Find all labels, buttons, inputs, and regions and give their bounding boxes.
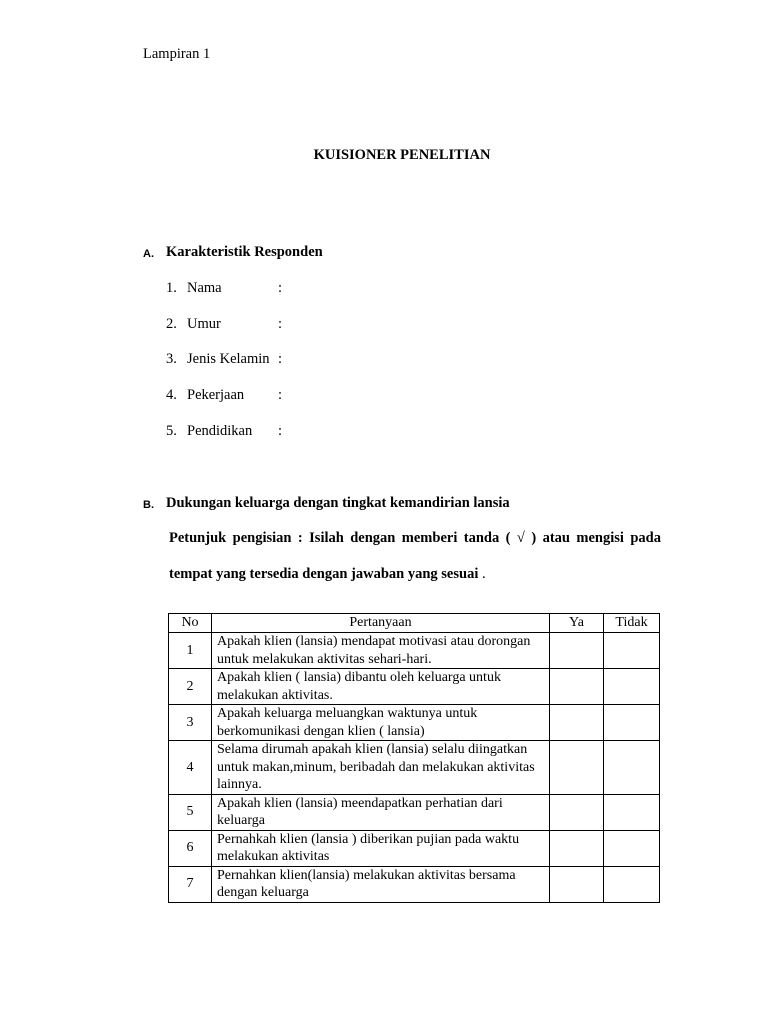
answer-yes-cell[interactable] xyxy=(550,669,604,705)
table-row xyxy=(169,741,660,795)
row-question: Apakah keluarga meluangkan waktunya untuk berkomunikasi dengan klien ( lansia) xyxy=(212,705,550,741)
answer-yes-cell[interactable] xyxy=(550,705,604,741)
field-number: 3. xyxy=(166,351,177,367)
table-header-row xyxy=(169,614,660,633)
instruction-line-2 xyxy=(169,566,486,583)
section-b-heading: Dukungan keluarga dengan tingkat kemandirian lansia xyxy=(166,495,510,511)
answer-yes-cell[interactable] xyxy=(550,633,604,669)
instruction-line-1: Petunjuk pengisian : Isilah dengan memberi tanda ( √ ) atau mengisi pada xyxy=(169,530,661,546)
answer-no-cell[interactable] xyxy=(604,830,660,866)
answer-yes-cell[interactable] xyxy=(550,741,604,795)
header-yes: Ya xyxy=(550,614,604,633)
answer-yes-cell[interactable] xyxy=(550,794,604,830)
row-number: 5 xyxy=(169,794,212,830)
row-question: Apakah klien (lansia) meendapatkan perhatian dari keluarga xyxy=(212,794,550,830)
row-question: Apakah klien (lansia) mendapat motivasi atau dorongan untuk melakukan aktivitas sehari-hari. xyxy=(212,633,550,669)
header-question: Pertanyaan xyxy=(212,614,550,633)
answer-no-cell[interactable] xyxy=(604,866,660,902)
answer-no-cell[interactable] xyxy=(604,741,660,795)
row-question: Pernahkah klien (lansia ) diberikan pujian pada waktu melakukan aktivitas xyxy=(212,830,550,866)
row-question: Pernahkan klien(lansia) melakukan aktivitas bersama dengan keluarga xyxy=(212,866,550,902)
answer-no-cell[interactable] xyxy=(604,794,660,830)
table-row xyxy=(169,705,660,741)
row-question: Selama dirumah apakah klien (lansia) selalu diingatkan untuk makan,minum, beribadah dan melakukan aktivitas lainnya. xyxy=(212,741,550,795)
instruction-line-2-end: . xyxy=(478,566,486,582)
section-a-heading: Karakteristik Responden xyxy=(166,244,323,260)
field-colon: : xyxy=(278,423,283,439)
row-question: Apakah klien ( lansia) dibantu oleh keluarga untuk melakukan aktivitas. xyxy=(212,669,550,705)
answer-no-cell[interactable] xyxy=(604,669,660,705)
field-label: Pekerjaan xyxy=(187,387,245,403)
field-label: Umur xyxy=(187,316,221,332)
row-number: 2 xyxy=(169,669,212,705)
instruction-line-2-text: tempat yang tersedia dengan jawaban yang sesuai xyxy=(169,566,479,582)
header-no-answer: Tidak xyxy=(604,614,660,633)
field-colon: : xyxy=(278,387,283,403)
row-number: 6 xyxy=(169,830,212,866)
table-row xyxy=(169,866,660,902)
field-colon: : xyxy=(278,280,283,296)
field-label: Jenis Kelamin xyxy=(187,351,270,367)
questionnaire-table xyxy=(168,613,660,903)
field-number: 4. xyxy=(166,387,177,403)
field-label: Pendidikan xyxy=(187,423,253,439)
answer-yes-cell[interactable] xyxy=(550,866,604,902)
section-b-letter: B. xyxy=(143,499,154,511)
field-label: Nama xyxy=(187,280,222,296)
appendix-label: Lampiran 1 xyxy=(143,46,211,62)
field-colon: : xyxy=(278,351,283,367)
row-number: 4 xyxy=(169,741,212,795)
table-row xyxy=(169,633,660,669)
table-row xyxy=(169,669,660,705)
page-title: KUISIONER PENELITIAN xyxy=(313,147,491,163)
row-number: 3 xyxy=(169,705,212,741)
row-number: 7 xyxy=(169,866,212,902)
answer-no-cell[interactable] xyxy=(604,633,660,669)
answer-yes-cell[interactable] xyxy=(550,830,604,866)
field-number: 2. xyxy=(166,316,177,332)
answer-no-cell[interactable] xyxy=(604,705,660,741)
field-number: 1. xyxy=(166,280,177,296)
section-a-letter: A. xyxy=(143,248,154,260)
field-number: 5. xyxy=(166,423,177,439)
table-row xyxy=(169,830,660,866)
field-colon: : xyxy=(278,316,283,332)
table-row xyxy=(169,794,660,830)
header-no: No xyxy=(169,614,212,633)
row-number: 1 xyxy=(169,633,212,669)
